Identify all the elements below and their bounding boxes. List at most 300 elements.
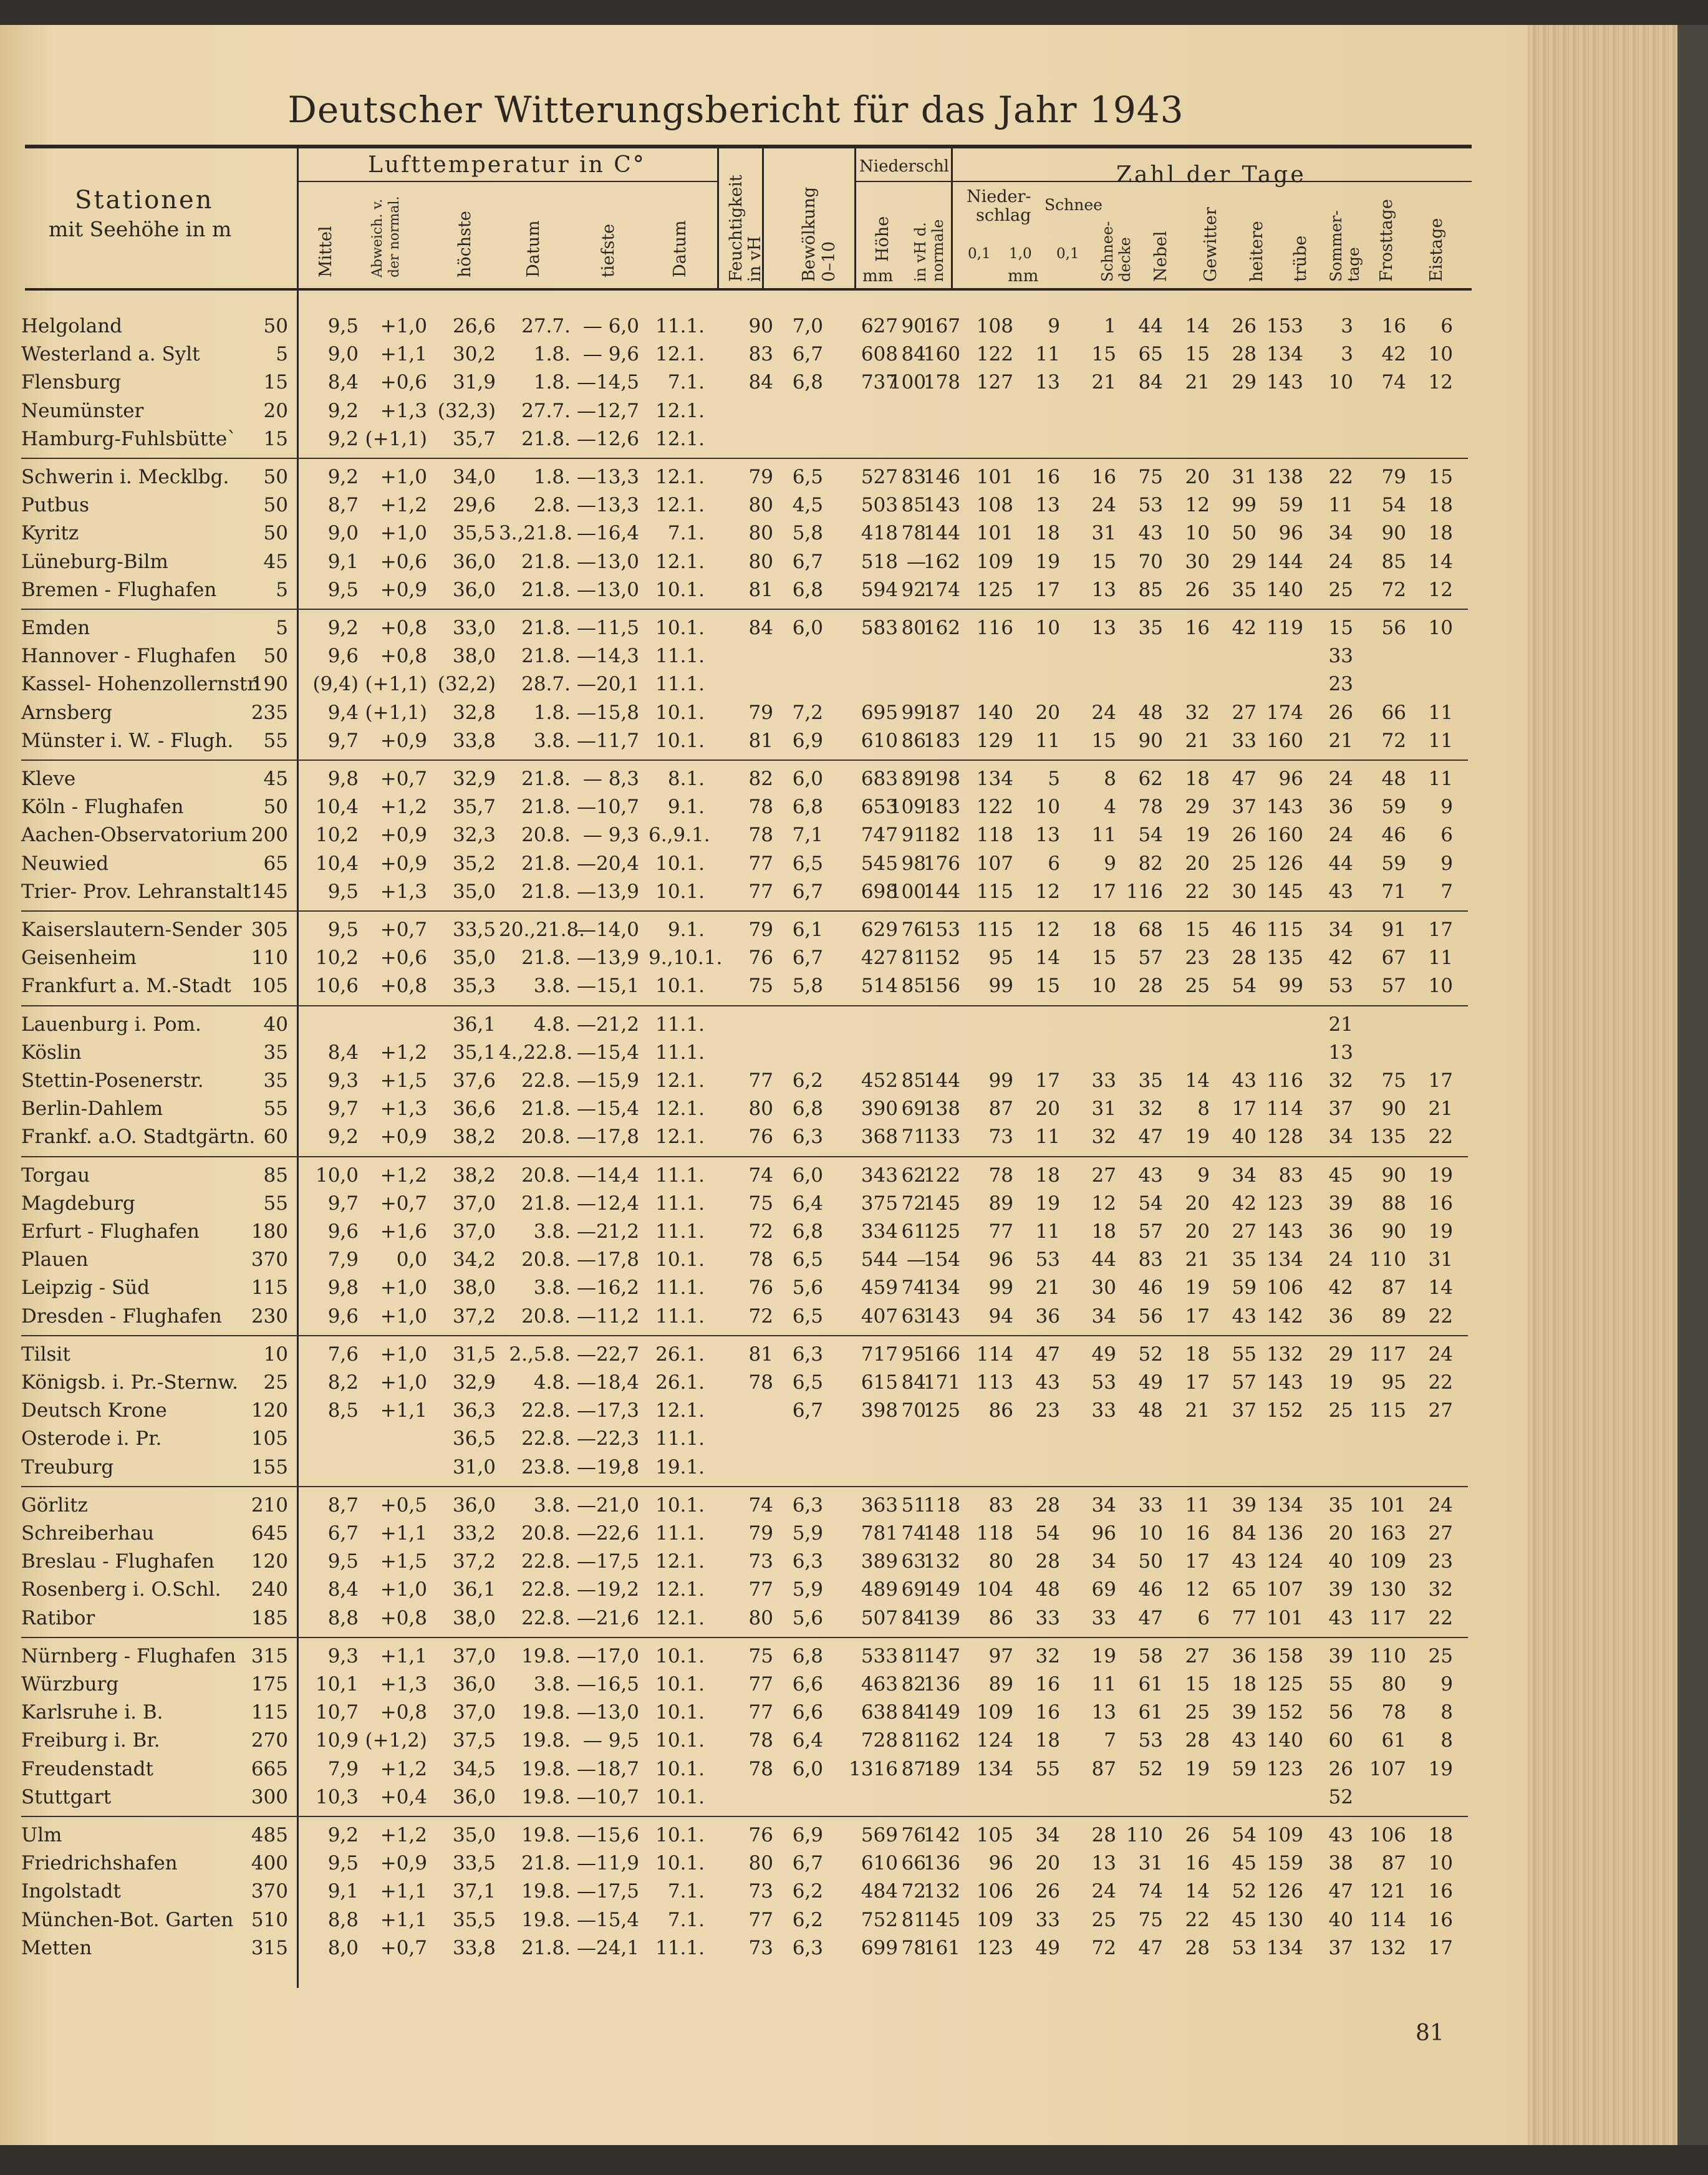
station-elevation: 50 xyxy=(263,315,288,337)
table-cell: —14,3 xyxy=(576,645,639,668)
table-cell: 153 xyxy=(1266,315,1303,337)
table-cell: 6,7 xyxy=(327,1522,359,1545)
table-cell: 38,0 xyxy=(452,645,496,668)
station-name: Kleve xyxy=(21,768,76,790)
table-cell: 66 xyxy=(901,1852,926,1875)
table-cell: 134 xyxy=(1266,1493,1303,1517)
table-cell: 21.8. xyxy=(521,1097,571,1121)
table-cell: 97 xyxy=(988,1644,1013,1667)
table-cell: 83 xyxy=(748,343,773,366)
table-cell: 10.1. xyxy=(655,1729,705,1752)
table-cell: 11.1. xyxy=(655,645,705,668)
table-cell: 6,5 xyxy=(792,466,823,488)
table-cell: 117 xyxy=(1369,1606,1406,1629)
table-cell: 36,5 xyxy=(452,1427,496,1450)
table-cell: 33 xyxy=(1232,729,1257,752)
table-cell: 42 xyxy=(1328,947,1353,970)
table-cell: —11,5 xyxy=(576,617,639,639)
table-cell: 9,7 xyxy=(327,1192,359,1215)
table-cell: 35 xyxy=(1138,617,1163,639)
table-cell: 12.1. xyxy=(655,399,705,422)
ge01-header: 0,1 xyxy=(968,246,991,262)
table-cell: 5,9 xyxy=(792,1522,823,1545)
table-cell: 398 xyxy=(861,1399,898,1422)
abweich-header-2: der normal. xyxy=(387,196,402,277)
table-cell: 44 xyxy=(1328,852,1353,875)
station-elevation: 115 xyxy=(251,1701,288,1724)
table-cell: 90 xyxy=(1138,729,1163,752)
table-cell: +0,9 xyxy=(380,729,427,752)
table-cell: 143 xyxy=(1266,1220,1303,1243)
table-cell: 81 xyxy=(748,729,773,752)
table-cell: 14 xyxy=(1185,1069,1210,1092)
table-cell: 24 xyxy=(1328,824,1353,847)
table-cell: 10.1. xyxy=(655,1785,705,1808)
table-cell: +1,2 xyxy=(380,1824,427,1846)
table-cell: +1,2 xyxy=(380,494,427,517)
table-cell: 32,3 xyxy=(452,824,496,847)
table-row xyxy=(0,1069,1472,1097)
table-cell: +1,0 xyxy=(380,1371,427,1394)
table-cell: 68 xyxy=(1138,919,1163,941)
table-cell: —11,7 xyxy=(576,729,639,752)
station-name: Stettin-Posenerstr. xyxy=(21,1069,204,1092)
table-cell: 46 xyxy=(1138,1276,1163,1300)
table-row xyxy=(0,400,1472,428)
table-cell: 55 xyxy=(1328,1673,1353,1695)
table-cell: 7.1. xyxy=(667,522,705,545)
table-cell: 119 xyxy=(1266,617,1303,639)
table-cell: +0,6 xyxy=(380,947,427,970)
frost-header: Frosttage xyxy=(1377,199,1396,282)
invh-header: in vH d. xyxy=(912,222,929,282)
table-cell: 10.1. xyxy=(655,729,705,752)
sommer-header: Sommer- xyxy=(1327,210,1345,282)
table-cell: 59 xyxy=(1232,1757,1257,1780)
station-name: Deutsch Krone xyxy=(21,1399,167,1422)
table-cell: 3 xyxy=(1341,315,1353,337)
table-cell: 143 xyxy=(1266,371,1303,394)
table-cell: 11.1. xyxy=(655,1305,705,1328)
station-elevation: 200 xyxy=(251,824,288,847)
table-row xyxy=(0,494,1472,522)
table-cell: 95 xyxy=(988,947,1013,970)
table-cell: 143 xyxy=(1266,796,1303,819)
table-cell: 69 xyxy=(901,1097,926,1121)
table-cell: 9,5 xyxy=(327,1852,359,1875)
table-row xyxy=(0,343,1472,371)
table-cell: 26.1. xyxy=(655,1343,705,1366)
table-cell: 25 xyxy=(1328,578,1353,601)
table-cell: 3.8. xyxy=(533,1276,571,1300)
table-cell: 86 xyxy=(988,1399,1013,1422)
table-cell: 44 xyxy=(1091,1248,1116,1271)
table-cell: 22.8. xyxy=(521,1606,571,1629)
table-cell: 40 xyxy=(1232,1126,1257,1149)
station-name: Friedrichshafen xyxy=(21,1852,178,1875)
table-cell: 14 xyxy=(1035,947,1060,970)
table-cell: 123 xyxy=(1266,1757,1303,1780)
table-cell: —13,3 xyxy=(576,494,639,517)
table-cell: 9,5 xyxy=(327,1550,359,1573)
table-cell: 84 xyxy=(1232,1522,1257,1545)
table-cell: 12.1. xyxy=(655,1550,705,1573)
table-cell: 9,4 xyxy=(327,701,359,724)
table-cell: 132 xyxy=(1369,1936,1406,1959)
table-cell: 54 xyxy=(1381,494,1406,517)
table-cell: 18 xyxy=(1185,768,1210,790)
table-cell: +0,9 xyxy=(380,1126,427,1149)
table-cell: 48 xyxy=(1138,1399,1163,1422)
table-cell: 31 xyxy=(1091,1097,1116,1121)
station-elevation: 315 xyxy=(251,1936,288,1959)
table-cell: 17 xyxy=(1185,1371,1210,1394)
station-elevation: 185 xyxy=(251,1606,288,1629)
table-cell: 26 xyxy=(1035,1880,1060,1903)
table-cell: 610 xyxy=(861,729,898,752)
table-cell: 533 xyxy=(861,1644,898,1667)
table-cell: 87 xyxy=(988,1097,1013,1121)
station-name: Leipzig - Süd xyxy=(21,1276,150,1300)
table-row xyxy=(0,768,1472,796)
station-name: Karlsruhe i. B. xyxy=(21,1701,163,1724)
table-cell: 37,5 xyxy=(452,1729,496,1752)
table-cell: 101 xyxy=(976,466,1013,488)
table-cell: 9,7 xyxy=(327,1097,359,1121)
table-cell: 49 xyxy=(1091,1343,1116,1366)
table-cell: 156 xyxy=(923,975,960,998)
station-elevation: 240 xyxy=(251,1578,288,1601)
table-cell: 183 xyxy=(923,796,960,819)
table-cell: 638 xyxy=(861,1701,898,1724)
table-cell: 70 xyxy=(901,1399,926,1422)
table-cell: —10,7 xyxy=(576,1785,639,1808)
station-elevation: 190 xyxy=(251,673,288,696)
table-cell: 6,5 xyxy=(792,1248,823,1271)
station-name: Arnsberg xyxy=(21,701,112,724)
table-cell: 61 xyxy=(1138,1701,1163,1724)
table-cell: 72 xyxy=(1381,729,1406,752)
table-cell: 4.8. xyxy=(533,1371,571,1394)
table-cell: 28.7. xyxy=(521,673,571,696)
table-cell: 12.1. xyxy=(655,427,705,450)
table-cell: 11.1. xyxy=(655,1276,705,1300)
table-cell: 7.1. xyxy=(667,1880,705,1903)
table-cell: 10 xyxy=(1035,796,1060,819)
table-cell: 78 xyxy=(901,1936,926,1959)
table-cell: 74 xyxy=(901,1276,926,1300)
table-cell: 36,6 xyxy=(452,1097,496,1121)
table-cell: 80 xyxy=(748,1606,773,1629)
table-cell: 13 xyxy=(1091,1701,1116,1724)
table-cell: +0,6 xyxy=(380,371,427,394)
table-cell: 133 xyxy=(923,1126,960,1149)
table-cell: 21 xyxy=(1035,1276,1060,1300)
table-cell: 36,0 xyxy=(452,1493,496,1517)
table-cell: 13 xyxy=(1035,824,1060,847)
table-cell: 134 xyxy=(976,768,1013,790)
table-cell: 6,8 xyxy=(792,371,823,394)
table-cell: 140 xyxy=(976,701,1013,724)
table-cell: 174 xyxy=(1266,701,1303,724)
table-cell: +0,8 xyxy=(380,1606,427,1629)
feuchtigkeit-header-2: in vH xyxy=(745,236,765,282)
table-row xyxy=(0,1399,1472,1427)
table-cell: 16 xyxy=(1428,1880,1453,1903)
table-cell: 752 xyxy=(861,1908,898,1931)
table-cell: 19 xyxy=(1428,1757,1453,1780)
table-cell: 130 xyxy=(1369,1578,1406,1601)
table-cell: 19 xyxy=(1428,1220,1453,1243)
table-cell: 21 xyxy=(1428,1097,1453,1121)
table-cell: 134 xyxy=(1266,1248,1303,1271)
table-cell: 89 xyxy=(988,1673,1013,1695)
table-cell: 36 xyxy=(1035,1305,1060,1328)
table-cell: 7 xyxy=(1104,1729,1116,1752)
table-cell: 9,6 xyxy=(327,1220,359,1243)
table-cell: 15 xyxy=(1185,1673,1210,1695)
table-cell: 57 xyxy=(1381,975,1406,998)
table-cell: 84 xyxy=(901,1701,926,1724)
table-cell: 19.8. xyxy=(521,1701,571,1724)
table-cell: 16 xyxy=(1185,1522,1210,1545)
table-cell: 12.1. xyxy=(655,1097,705,1121)
table-cell: 78 xyxy=(748,824,773,847)
table-cell: 19 xyxy=(1035,1192,1060,1215)
table-cell: 116 xyxy=(976,617,1013,639)
table-row xyxy=(0,1673,1472,1701)
table-cell: 3.8. xyxy=(533,1220,571,1243)
table-cell: +0,6 xyxy=(380,550,427,573)
table-cell: 49 xyxy=(1138,1371,1163,1394)
table-cell: 32,9 xyxy=(452,768,496,790)
table-cell: 629 xyxy=(861,919,898,941)
station-name: Münster i. W. - Flugh. xyxy=(21,729,234,752)
table-cell: 50 xyxy=(1138,1550,1163,1573)
table-cell: 30 xyxy=(1185,550,1210,573)
table-cell: 16 xyxy=(1185,617,1210,639)
table-cell: +1,2 xyxy=(380,1757,427,1780)
table-cell: 152 xyxy=(923,947,960,970)
table-cell: —18,4 xyxy=(576,1371,639,1394)
table-cell: 12.1. xyxy=(655,343,705,366)
table-cell: 10,7 xyxy=(315,1701,359,1724)
table-cell: 96 xyxy=(988,1852,1013,1875)
table-cell: 84 xyxy=(901,343,926,366)
table-cell: 9 xyxy=(1440,852,1453,875)
table-cell: 22.8. xyxy=(521,1578,571,1601)
table-cell: 78 xyxy=(748,1371,773,1394)
station-elevation: 370 xyxy=(251,1880,288,1903)
eis-header: Eistage xyxy=(1427,218,1446,282)
station-name: Putbus xyxy=(21,494,89,517)
station-elevation: 155 xyxy=(251,1455,288,1478)
table-cell: 6,0 xyxy=(792,617,823,639)
table-cell: 198 xyxy=(923,768,960,790)
table-cell: 11 xyxy=(1035,1126,1060,1149)
table-cell: 6,8 xyxy=(792,1097,823,1121)
table-cell: 6,7 xyxy=(792,947,823,970)
table-cell: —20,4 xyxy=(576,852,639,875)
table-cell: +0,4 xyxy=(380,1785,427,1808)
table-cell: 16 xyxy=(1185,1852,1210,1875)
table-cell: 33 xyxy=(1035,1908,1060,1931)
table-cell: 15 xyxy=(1091,343,1116,366)
station-elevation: 5 xyxy=(276,578,288,601)
table-cell: 10.1. xyxy=(655,701,705,724)
table-cell: 6,8 xyxy=(792,1644,823,1667)
table-cell: 31 xyxy=(1232,466,1257,488)
table-cell: 11 xyxy=(1091,824,1116,847)
table-cell: 10.1. xyxy=(655,1824,705,1846)
table-cell: — 6,0 xyxy=(582,315,639,337)
table-cell: 39 xyxy=(1232,1701,1257,1724)
table-cell: 81 xyxy=(901,1644,926,1667)
table-cell: 9.,10.1. xyxy=(649,947,723,970)
table-cell: 87 xyxy=(1381,1852,1406,1875)
table-cell: 55 xyxy=(1232,1343,1257,1366)
table-cell: 36,0 xyxy=(452,578,496,601)
table-cell: 28 xyxy=(1185,1936,1210,1959)
table-cell: 22 xyxy=(1185,1908,1210,1931)
table-cell: 8 xyxy=(1197,1097,1210,1121)
table-cell: 503 xyxy=(861,494,898,517)
table-cell: 85 xyxy=(901,975,926,998)
table-cell: 35,1 xyxy=(452,1041,496,1064)
table-cell: 6,5 xyxy=(792,852,823,875)
table-cell: (+1,1) xyxy=(365,427,427,450)
table-cell: 134 xyxy=(1266,1936,1303,1959)
table-cell: 96 xyxy=(1091,1522,1116,1545)
table-cell: 32,9 xyxy=(452,1371,496,1394)
table-cell: 35,5 xyxy=(452,522,496,545)
table-cell: 19 xyxy=(1328,1371,1353,1394)
table-cell: 9,2 xyxy=(327,617,359,639)
station-elevation: 300 xyxy=(251,1785,288,1808)
table-cell: 7,1 xyxy=(792,824,823,847)
station-name: Osterode i. Pr. xyxy=(21,1427,162,1450)
table-cell: +0,7 xyxy=(380,768,427,790)
table-cell: 65 xyxy=(1232,1578,1257,1601)
station-elevation: 210 xyxy=(251,1493,288,1517)
page-fore-edge xyxy=(1528,25,1677,2145)
table-cell: 18 xyxy=(1428,1824,1453,1846)
table-cell: 37 xyxy=(1232,1399,1257,1422)
table-cell: 75 xyxy=(748,975,773,998)
table-cell: 152 xyxy=(1266,1701,1303,1724)
table-cell: 144 xyxy=(1266,550,1303,573)
heitere-header: heitere xyxy=(1247,221,1267,282)
tiefste-header: tiefste xyxy=(599,223,618,277)
table-cell: 19 xyxy=(1185,1276,1210,1300)
table-cell: 10 xyxy=(1328,371,1353,394)
table-cell: 9,2 xyxy=(327,399,359,422)
table-cell: 54 xyxy=(1232,1824,1257,1846)
table-cell: 25 xyxy=(1328,1399,1353,1422)
station-name: Frankf. a.O. Stadtgärtn. xyxy=(21,1126,256,1149)
table-cell: 162 xyxy=(923,550,960,573)
table-cell: 80 xyxy=(748,1097,773,1121)
table-row xyxy=(0,466,1472,494)
table-cell: 21.8. xyxy=(521,1852,571,1875)
table-cell: 99 xyxy=(988,975,1013,998)
abweich-header: Abweich. v. xyxy=(370,198,385,277)
table-cell: 154 xyxy=(923,1248,960,1271)
table-cell: 63 xyxy=(901,1305,926,1328)
table-cell: 162 xyxy=(923,617,960,639)
table-cell: +0,5 xyxy=(380,1493,427,1517)
table-row xyxy=(0,1041,1472,1069)
station-elevation: 85 xyxy=(263,1164,288,1187)
table-cell: 7,0 xyxy=(792,315,823,337)
table-cell: 84 xyxy=(901,1371,926,1394)
table-cell: 12 xyxy=(1091,1192,1116,1215)
table-cell: 53 xyxy=(1035,1248,1060,1271)
table-cell: 42 xyxy=(1381,343,1406,366)
station-elevation: 50 xyxy=(263,494,288,517)
table-cell: 72 xyxy=(1091,1936,1116,1959)
table-cell: 163 xyxy=(1369,1522,1406,1545)
table-cell: 16 xyxy=(1035,1673,1060,1695)
truebe-header: trübe xyxy=(1291,235,1310,282)
table-row xyxy=(0,1164,1472,1192)
table-cell: 11 xyxy=(1091,1673,1116,1695)
table-cell: 6,9 xyxy=(792,1824,823,1846)
table-cell: 11.1. xyxy=(655,1164,705,1187)
table-cell: 25 xyxy=(1428,1644,1453,1667)
table-cell: 167 xyxy=(923,315,960,337)
table-cell: 9,7 xyxy=(327,729,359,752)
bewoelkung-header: Bewölkung xyxy=(799,186,819,282)
table-cell: 3.8. xyxy=(533,1673,571,1695)
table-cell: 61 xyxy=(901,1220,926,1243)
table-cell: —17,5 xyxy=(576,1880,639,1903)
table-cell: 610 xyxy=(861,1852,898,1875)
table-cell: 10.1. xyxy=(655,1757,705,1780)
niederschlag-header-2: schlag xyxy=(976,206,1031,225)
table-cell: 6,7 xyxy=(792,880,823,903)
table-cell: 46 xyxy=(1381,824,1406,847)
table-cell: 77 xyxy=(748,852,773,875)
table-cell: 43 xyxy=(1232,1305,1257,1328)
table-cell: 48 xyxy=(1138,701,1163,724)
table-cell: 21.8. xyxy=(521,578,571,601)
table-cell: 21.8. xyxy=(521,1192,571,1215)
table-cell: 77 xyxy=(1232,1606,1257,1629)
table-cell: 20.8. xyxy=(521,1305,571,1328)
table-cell: 21 xyxy=(1091,371,1116,394)
table-cell: 17 xyxy=(1428,1936,1453,1959)
table-cell: 117 xyxy=(1369,1343,1406,1366)
station-name: Aachen-Observatorium xyxy=(21,824,248,847)
table-cell: 10,6 xyxy=(315,975,359,998)
table-cell: 21.8. xyxy=(521,796,571,819)
table-cell: 34,0 xyxy=(452,466,496,488)
table-cell: 35,0 xyxy=(452,947,496,970)
table-cell: —14,0 xyxy=(576,919,639,941)
table-cell: 42 xyxy=(1232,617,1257,639)
table-cell: 160 xyxy=(1266,729,1303,752)
table-cell: 12 xyxy=(1035,919,1060,941)
table-cell: 19.1. xyxy=(655,1455,705,1478)
table-cell: 22.8. xyxy=(521,1399,571,1422)
station-name: Neuwied xyxy=(21,852,109,875)
table-cell: 47 xyxy=(1328,1880,1353,1903)
table-cell: 171 xyxy=(923,1371,960,1394)
table-cell: 10,9 xyxy=(315,1729,359,1752)
station-elevation: 5 xyxy=(276,617,288,639)
table-cell: +1,2 xyxy=(380,1164,427,1187)
